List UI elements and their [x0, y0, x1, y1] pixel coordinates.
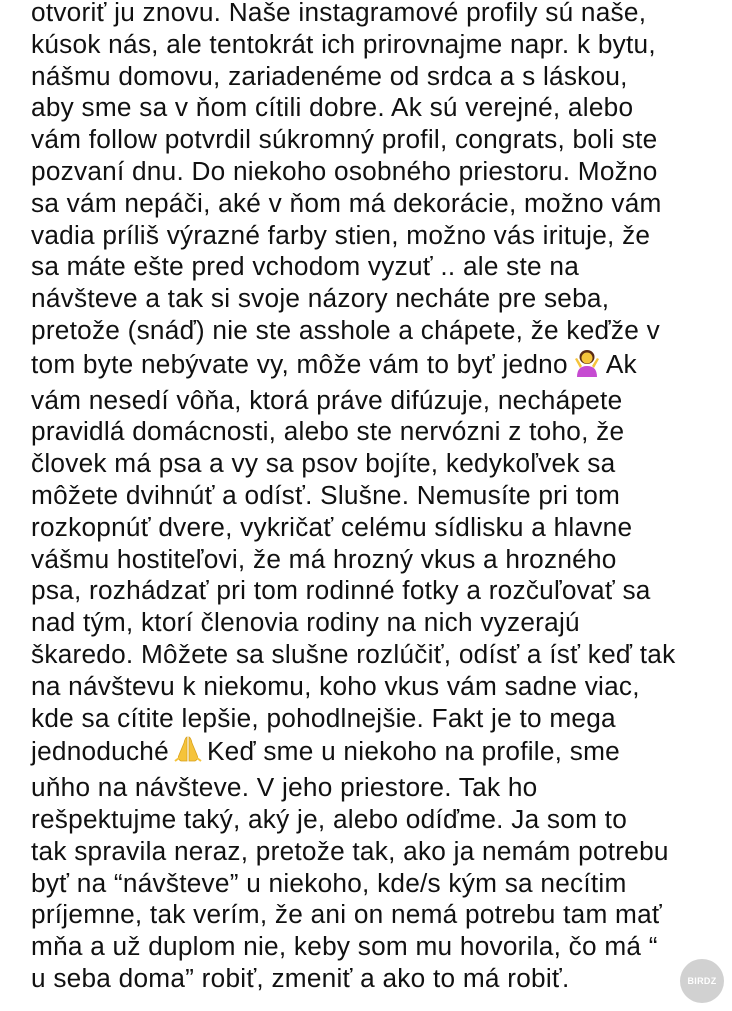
text-line: u seba doma” robiť, zmeniť a ako to má robiť.	[31, 962, 570, 993]
text-line: rešpektujme taký, aký je, alebo odíďme. Ja som to	[31, 803, 628, 834]
text-line: kde sa cítite lepšie, pohodlnejšie. Fakt je to mega	[31, 702, 616, 733]
text-line: vadia príliš výrazné farby stien, možno vás irituje, že	[31, 219, 651, 250]
text-line: nad tým, ktorí členovia rodiny na nich vyzerajú	[31, 607, 580, 638]
text-line-with-emoji	[31, 347, 731, 385]
text-segment: Keď sme u niekoho na profile, sme	[206, 736, 620, 767]
text-segment: tom byte nebývate vy, môže vám to byť jedno	[31, 348, 568, 379]
text-line: vám follow potvrdil súkromný profil, congrats, boli ste	[31, 124, 658, 155]
text-line-with-emoji	[31, 734, 731, 772]
text-line: na návštevu k niekomu, koho vkus vám sadne viac,	[31, 670, 640, 701]
text-line: psa, rozhádzať pri tom rodinné fotky a rozčuľovať sa	[31, 575, 651, 606]
text-line: vášmu hostiteľovi, že má hrozný vkus a hrozného	[31, 543, 617, 574]
text-line: mňa a už duplom nie, keby som mu hovorila, čo má “	[31, 931, 658, 962]
text-line: príjemne, tak verím, že ani on nemá potrebu tam mať	[31, 899, 662, 930]
text-line: otvoriť ju znovu. Naše instagramové profily sú naše,	[31, 0, 647, 27]
text-line: pravidlá domácnosti, alebo ste nervózni z toho, že	[31, 416, 625, 447]
text-line: rozkopnúť dvere, vykričať celému sídlisku a hlavne	[31, 511, 633, 542]
text-line: pozvaní dnu. Do niekoho osobného priestoru. Možno	[31, 155, 658, 186]
text-line: pretože (snáď) nie ste asshole a chápete, že keďže v	[31, 314, 660, 345]
text-line: aby sme sa v ňom cítili dobre. Ak sú verejné, alebo	[31, 92, 634, 123]
text-line: kúsok nás, ale tentokrát ich prirovnajme napr. k bytu,	[31, 28, 656, 59]
text-line: tak spravila neraz, pretože tak, ako ja nemám potrebu	[31, 835, 669, 866]
text-line: sa vám nepáči, aké v ňom má dekorácie, možno vám	[31, 187, 662, 218]
birdz-watermark	[680, 959, 724, 1003]
folded-hands-icon	[173, 734, 203, 772]
text-line: škaredo. Môžete sa slušne rozlúčiť, odísť a ísť keď tak	[31, 638, 676, 669]
text-line: byť na “návšteve” u niekoho, kde/s kým sa necítim	[31, 867, 627, 898]
text-line: návšteve a tak si svoje názory necháte pre seba,	[31, 283, 610, 314]
post-text-body	[31, 0, 731, 995]
text-segment: jednoduché	[31, 736, 169, 767]
text-line: sa máte ešte pred vchodom vyzuť .. ale ste na	[31, 251, 580, 282]
text-segment: Ak	[605, 348, 637, 379]
text-line: vám nesedí vôňa, ktorá práve difúzuje, nechápete	[31, 384, 623, 415]
text-line: nášmu domovu, zariadenéme od srdca a s láskou,	[31, 60, 628, 91]
text-line: môžete dvihnúť a odísť. Slušne. Nemusíte pri tom	[31, 479, 621, 510]
watermark-text: BIRDZ	[687, 976, 717, 986]
text-line: uňho na návšteve. V jeho priestore. Tak ho	[31, 772, 538, 803]
person-tipping-hand-icon	[572, 347, 602, 385]
text-line: človek má psa a vy sa psov bojíte, kedykoľvek sa	[31, 448, 616, 479]
